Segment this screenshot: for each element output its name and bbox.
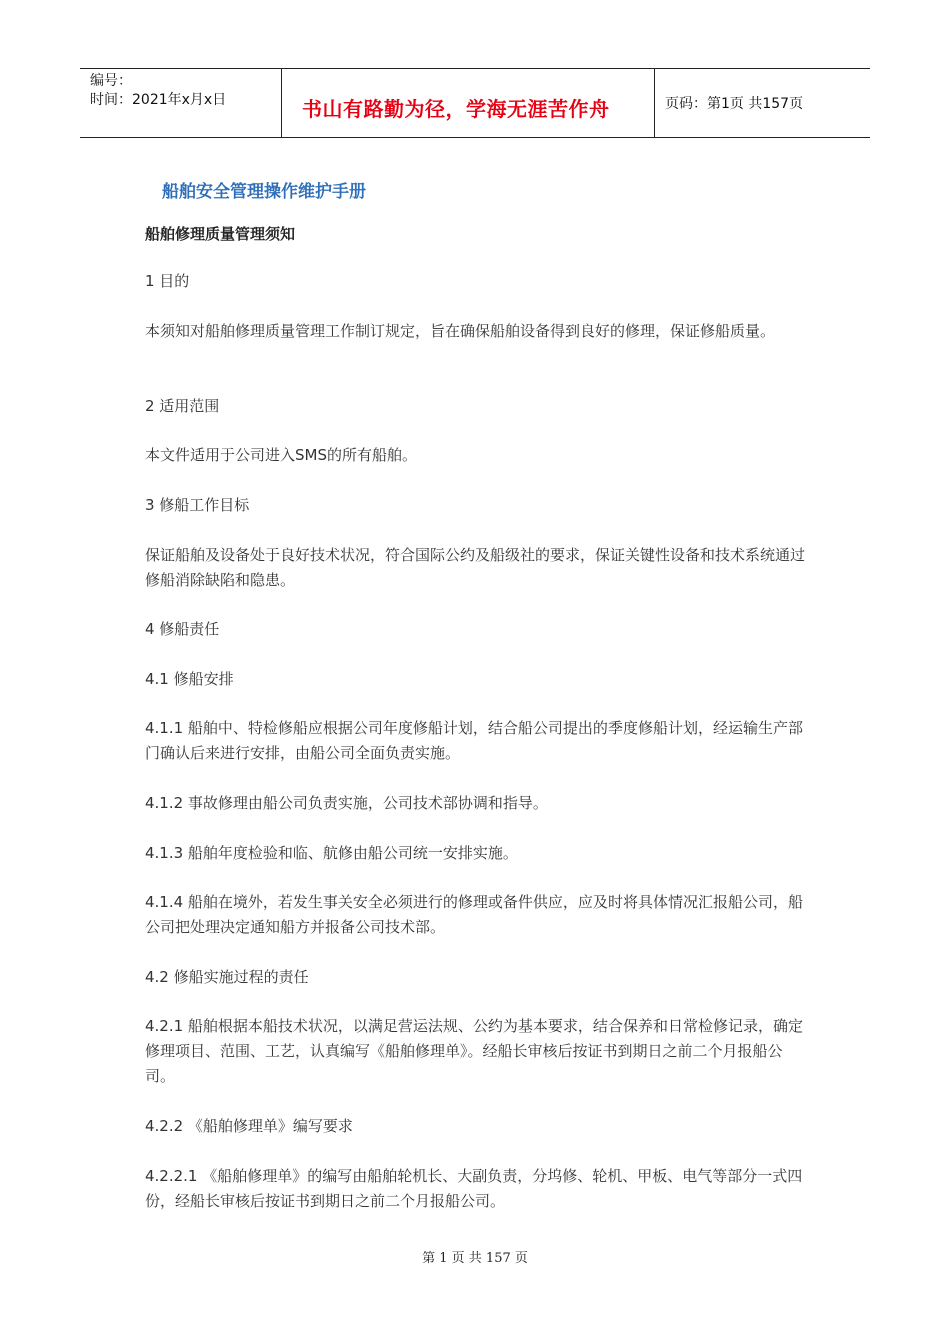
paragraph: 4.1.3 船舶年度检验和临、航修由船公司统一安排实施。: [145, 844, 518, 862]
header-page-cell: [655, 69, 870, 137]
page-footer: 第 1 页 共 157 页: [422, 1251, 528, 1266]
paragraph: 4.1.1 船舶中、特检修船应根据公司年度修船计划，结合船公司提出的季度修船计划，经运输生产部门确认后来进行安排，由船公司全面负责实施。: [145, 719, 803, 762]
paragraph: 4.2.2 《船舶修理单》编写要求: [145, 1117, 353, 1135]
paragraph: 本文件适用于公司进入SMS的所有船舶。: [145, 446, 417, 464]
section-title: 船舶修理质量管理须知: [145, 225, 296, 243]
motto-text: 书山有路勤为径，学海无涯苦作舟: [302, 96, 610, 121]
date-label: 时间：2021年x月x日: [90, 92, 227, 108]
paragraph: 保证船舶及设备处于良好技术状况，符合国际公约及船级社的要求，保证关键性设备和技术系统通过修船消除缺陷和隐患。: [145, 546, 806, 589]
paragraph: 4 修船责任: [145, 620, 220, 638]
paragraph: 4.1.4 船舶在境外，若发生事关安全必须进行的修理或备件供应，应及时将具体情况汇报船公司，船公司把处理决定通知船方并报备公司技术部。: [145, 893, 803, 936]
page-label: 页码：第1页 共157页: [665, 96, 804, 112]
document-header: [80, 68, 870, 138]
paragraph: 4.2.2.1 《船舶修理单》的编写由船舶轮机长、大副负责，分坞修、轮机、甲板、电气等部分一式四份，经船长审核后按证书到期日之前二个月报船公司。: [145, 1167, 803, 1210]
paragraph: 1 目的: [145, 272, 190, 290]
paragraph: 4.1 修船安排: [145, 670, 234, 688]
paragraph: 4.1.2 事故修理由船公司负责实施，公司技术部协调和指导。: [145, 794, 548, 812]
paragraph: 2 适用范围: [145, 397, 220, 415]
paragraph: 3 修船工作目标: [145, 496, 250, 514]
header-info-cell: [80, 69, 282, 137]
header-motto-cell: [282, 69, 655, 137]
paragraph: 4.2.1 船舶根据本船技术状况，以满足营运法规、公约为基本要求，结合保养和日常检修记录，确定修理项目、范围、工艺，认真编写《船舶修理单》。经船长审核后按证书到期日之前二个月报船公司。: [145, 1017, 803, 1085]
number-label: 编号：: [90, 73, 132, 89]
paragraph: 4.2 修船实施过程的责任: [145, 968, 309, 986]
document-title: 船舶安全管理操作维护手册: [162, 182, 366, 202]
paragraph: 本须知对船舶修理质量管理工作制订规定，旨在确保船舶设备得到良好的修理，保证修船质量。: [145, 322, 776, 340]
